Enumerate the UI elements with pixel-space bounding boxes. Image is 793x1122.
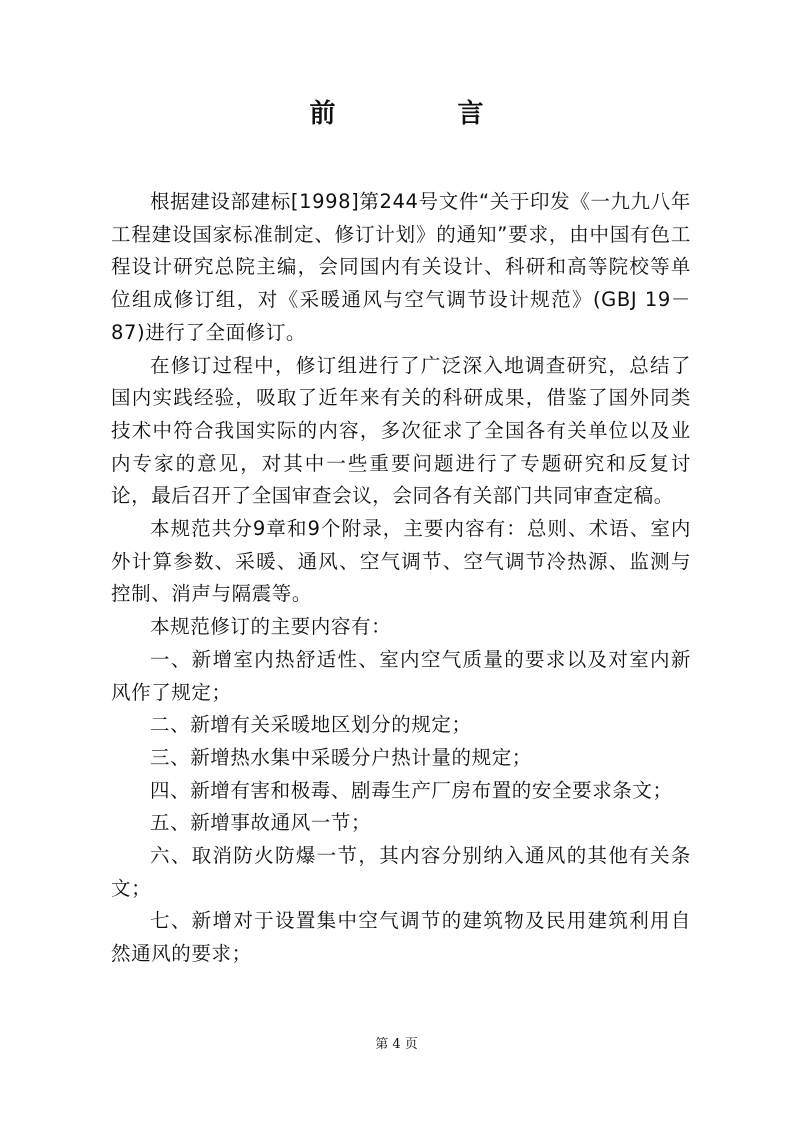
revision-item-6: 六、取消防火防爆一节，其内容分别纳入通风的其他有关条文；: [111, 844, 691, 900]
paragraph-revision-process: 在修订过程中，修订组进行了广泛深入地调查研究，总结了国内实践经验，吸取了近年来有关的科研成果，借鉴了国外同类技术中符合我国实际的内容，多次征求了全国各有关单位以及业内专家的意见，对其中一些重要问题进行了专题研究和反复讨论，最后召开了全国审查会议，会同各有关部门共同审查定稿。: [111, 353, 691, 508]
revision-item-7: 七、新增对于设置集中空气调节的建筑物及民用建筑利用自然通风的要求；: [111, 909, 691, 966]
revision-item-2: 二、新增有关采暖地区划分的规定；: [150, 713, 472, 737]
revision-item-5: 五、新增事故通风一节；: [150, 811, 372, 835]
revision-item-3: 三、新增热水集中采暖分户热计量的规定；: [150, 745, 532, 769]
revision-item-1: 一、新增室内热舒适性、室内空气质量的要求以及对室内新风作了规定；: [111, 647, 691, 704]
page-title: 前 言: [309, 99, 532, 129]
paragraph-main-revisions-intro: 本规范修订的主要内容有：: [150, 615, 392, 639]
page-number: 第 4 页: [375, 1037, 418, 1052]
paragraph-contents: 本规范共分9章和9个附录，主要内容有：总则、术语、室内外计算参数、采暖、通风、空气调节、空气调节冷热源、监测与控制、消声与隔震等。: [111, 517, 691, 606]
revision-item-4: 四、新增有害和极毒、剧毒生产厂房布置的安全要求条文；: [150, 778, 673, 802]
document-body: [111, 186, 691, 971]
paragraph-background: 根据建设部建标[1998]第244号文件“关于印发《一九九八年工程建设国家标准制定、修订计划》的通知”要求，由中国有色工程设计研究总院主编，会同国内有关设计、科研和高等院校等单位组成修订组，对《采暖通风与空气调节设计规范》(GBJ 19－87)进行了全面修订。: [111, 190, 691, 344]
